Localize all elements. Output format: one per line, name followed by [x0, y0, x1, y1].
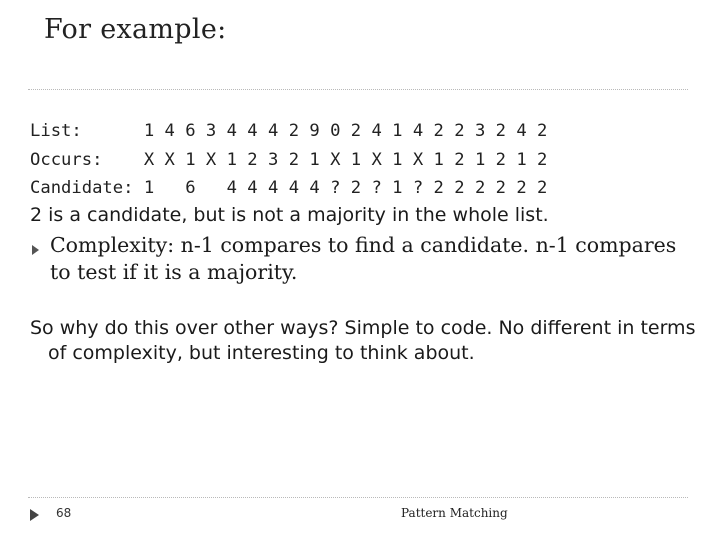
explanation-line-1: So why do this over other ways? Simple to code. No different in terms	[30, 317, 696, 339]
slide-title: For example:	[44, 14, 227, 45]
candidate-note: 2 is a candidate, but is not a majority in the whole list.	[30, 204, 549, 226]
complexity-bullet: Complexity: n-1 compares to find a candidate. n-1 compares to test if it is a majority.	[50, 233, 677, 284]
explanation-line-2: of complexity, but interesting to think about.	[48, 342, 475, 364]
top-divider	[28, 89, 688, 90]
footer-arrow-icon	[30, 509, 39, 521]
code-line-list: List: 1 4 6 3 4 4 4 2 9 0 2 4 1 4 2 2 3 2 4 2	[30, 121, 548, 141]
code-line-candidate: Candidate: 1 6 4 4 4 4 4 ? 2 ? 1 ? 2 2 2 2 2 2	[30, 178, 548, 198]
bullet-arrow-icon	[32, 245, 39, 255]
code-line-occurs: Occurs: X X 1 X 1 2 3 2 1 X 1 X 1 X 1 2 1 2 1 2	[30, 150, 548, 170]
explanation-paragraph	[30, 316, 700, 366]
bottom-divider	[28, 497, 688, 498]
footer-label: Pattern Matching	[401, 506, 508, 520]
slide-number: 68	[56, 506, 72, 520]
